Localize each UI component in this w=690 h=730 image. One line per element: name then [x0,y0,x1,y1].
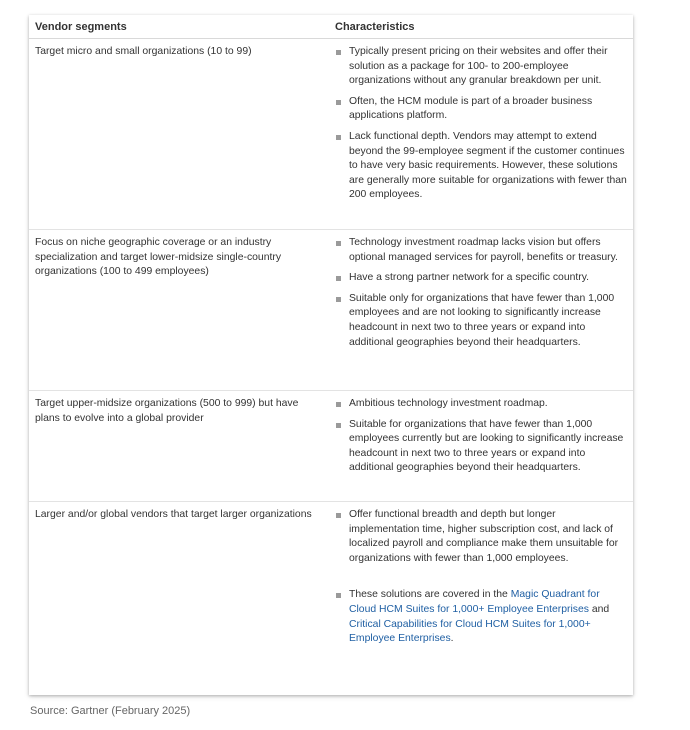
segments-table-card [29,15,633,695]
list-item [335,292,627,350]
segment-cell: Target upper-midsize organizations (500 to 999) but have plans to evolve into a global provider [29,391,329,502]
list-item-text: Typically present pricing on their websites and offer their solution as a package for 100- to 200-employee organizations without any granular breakdown per unit. [349,46,608,87]
header-characteristics: Characteristics [329,15,633,39]
vendor-segments-table [29,15,633,686]
list-item [335,588,627,646]
bullet-square-icon [336,513,341,518]
list-item [335,508,627,566]
characteristics-cell [329,230,633,391]
list-item-text: . [450,633,454,645]
header-vendor-segments: Vendor segments [29,15,329,39]
bullet-square-icon [336,593,341,598]
list-item-text: Lack functional depth. Vendors may attempt to extend beyond the 99-employee segment if the customer continues to have very basic requirements. However, these solutions are generally more suitable for organizations with fewer than 200 employees. [349,130,627,201]
list-item [335,236,627,265]
magic-quadrant-link[interactable]: Magic Quadrant for Cloud HCM Suites for 1,000+ Employee Enterprises [349,589,600,615]
list-item [335,418,627,476]
bullet-square-icon [336,276,341,281]
characteristics-cell [329,502,633,687]
table-row [29,230,633,391]
list-item-text: Suitable for organizations that have fewer than 1,000 employees currently but are looking to significantly increase headcount in next two to three years or expand into additional geographies beyond their headquarters. [349,418,624,474]
table-header-row [29,15,633,39]
characteristics-cell [329,39,633,230]
list-item-text: Ambitious technology investment roadmap. [349,398,548,409]
characteristics-list [335,508,627,647]
list-item [335,130,627,203]
bullet-square-icon [336,297,341,302]
bullet-square-icon [336,100,341,105]
source-caption: Source: Gartner (February 2025) [30,705,191,717]
table-row [29,391,633,502]
segment-cell: Focus on niche geographic coverage or an industry specialization and target lower-midsize single-country organizations (100 to 499 employees) [29,230,329,391]
table-row [29,39,633,230]
critical-capabilities-link[interactable]: Critical Capabilities for Cloud HCM Suites for 1,000+ Employee Enterprises [349,618,591,645]
bullet-square-icon [336,241,341,246]
list-item-text: and [588,603,610,615]
list-item-text: These solutions are covered in the [349,589,511,601]
segment-cell: Target micro and small organizations (10 to 99) [29,39,329,230]
bullet-square-icon [336,402,341,407]
characteristics-list [335,45,627,203]
list-item-text: Offer functional breadth and depth but longer implementation time, higher subscription cost, and lack of localized payroll and compliance make them unsuitable for organizations with fewer than 1,000 employees. [349,509,619,564]
list-item-text: Technology investment roadmap lacks vision but offers optional managed services for payroll, benefits or treasury. [349,237,618,263]
table-row [29,502,633,687]
list-item [335,95,627,124]
segment-cell: Larger and/or global vendors that target larger organizations [35,509,312,520]
list-item [335,45,627,89]
list-item-text: Have a strong partner network for a specific country. [349,272,590,284]
list-item [335,271,627,286]
characteristics-cell [329,391,633,502]
characteristics-list [335,236,627,350]
list-item-text: Often, the HCM module is part of a broader business applications platform. [349,95,593,122]
bullet-square-icon [336,135,341,140]
list-item [335,397,627,412]
bullet-square-icon [336,423,341,428]
characteristics-list [335,397,627,476]
bullet-square-icon [336,50,341,55]
list-item-text: Suitable only for organizations that have fewer than 1,000 employees and are not looking to significantly increase headcount in next two to three years or expand into additional geographies beyond their headquarters. [349,292,615,348]
